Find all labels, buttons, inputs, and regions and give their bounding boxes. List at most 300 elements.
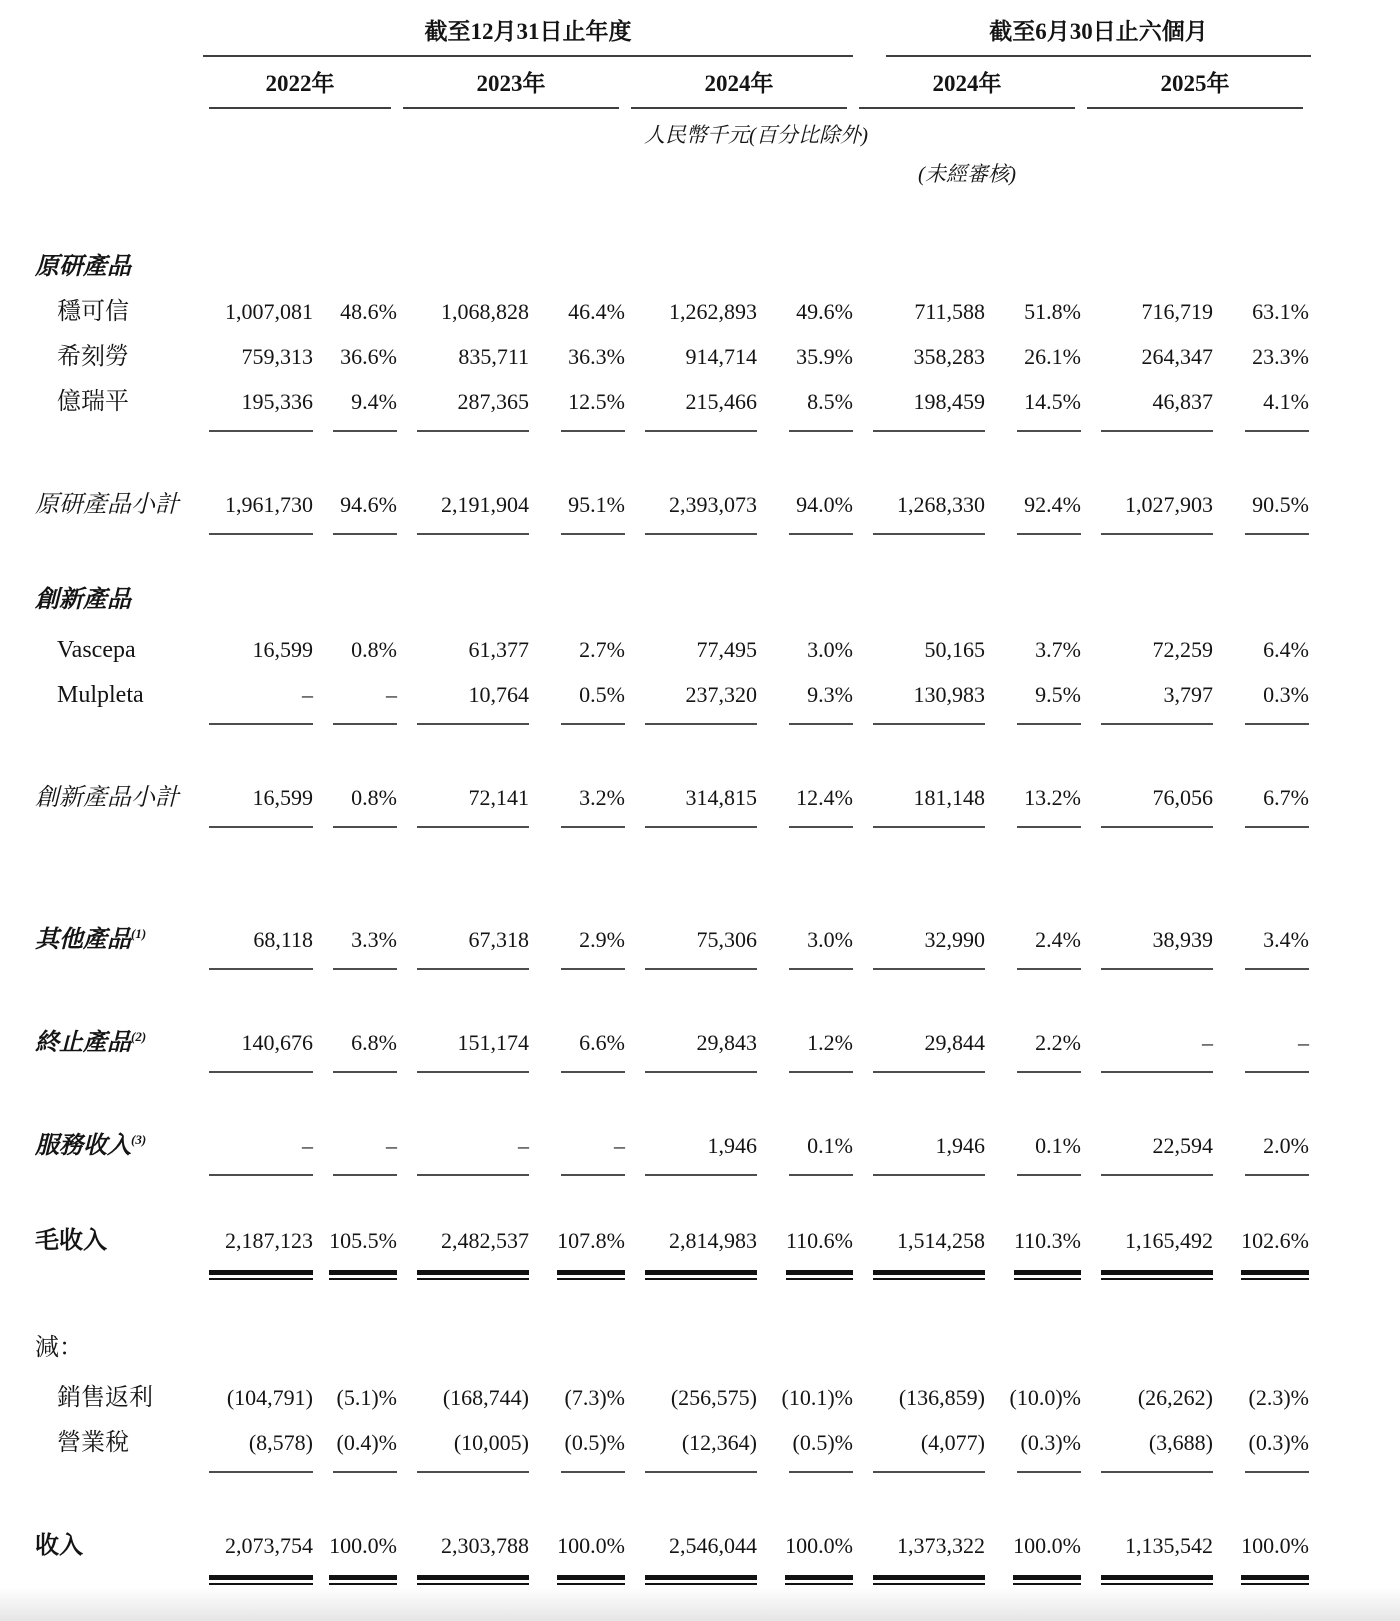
row-label <box>35 1331 203 1365</box>
percent-cell <box>313 1381 397 1415</box>
amount-cell <box>1081 488 1213 535</box>
amount-cell <box>397 385 529 432</box>
amount-cell <box>1081 633 1213 667</box>
amount-cell <box>203 1129 313 1176</box>
cell-value: 12.5% <box>561 385 625 432</box>
cell-value: 1,373,322 <box>873 1529 985 1580</box>
cell-value: 215,466 <box>645 385 757 432</box>
percent-cell <box>529 1426 625 1473</box>
amount-cell <box>625 1426 757 1473</box>
row-label-text: 創新產品小計 <box>35 785 179 811</box>
percent-cell <box>1213 923 1309 970</box>
year-header-2022: 2022年 <box>203 70 397 109</box>
percent-cell <box>313 1026 397 1073</box>
percent-cell <box>757 488 853 535</box>
percent-cell <box>313 1224 397 1275</box>
cell-value: 835,711 <box>458 344 529 369</box>
cell-value: (26,262) <box>1137 1385 1213 1410</box>
amount-cell <box>203 488 313 535</box>
amount-cell <box>853 1529 985 1580</box>
cell-value: 10,764 <box>417 678 529 725</box>
cell-value: 3.0% <box>807 637 853 662</box>
cell-value: 1,135,542 <box>1101 1529 1213 1580</box>
cell-value: 100.0% <box>785 1529 853 1580</box>
amount-cell <box>203 1426 313 1473</box>
percent-cell <box>985 340 1081 374</box>
amount-cell <box>853 488 985 535</box>
cell-value: 3.2% <box>561 781 625 828</box>
amount-cell <box>397 488 529 535</box>
amount-cell <box>625 340 757 374</box>
percent-cell <box>313 1129 397 1176</box>
cell-value: 107.8% <box>557 1224 625 1275</box>
amount-cell <box>1081 340 1213 374</box>
percent-cell <box>985 1129 1081 1176</box>
cell-value: (168,744) <box>442 1385 529 1410</box>
table-row-plain <box>35 1331 1311 1365</box>
cell-value: 1,514,258 <box>873 1224 985 1275</box>
cell-value: 6.8% <box>333 1026 397 1073</box>
percent-cell <box>1213 781 1309 828</box>
table-row-item <box>35 678 1311 725</box>
amount-cell <box>853 633 985 667</box>
revenue-breakdown-table <box>35 12 1311 1580</box>
percent-cell <box>1213 633 1309 667</box>
amount-cell <box>625 385 757 432</box>
row-label-text: 減： <box>35 1335 83 1361</box>
percent-cell <box>985 678 1081 725</box>
table-row-total <box>35 1224 1311 1275</box>
cell-value: 0.8% <box>333 781 397 828</box>
cell-value: 67,318 <box>417 923 529 970</box>
row-label <box>35 781 203 815</box>
cell-value: – <box>561 1129 625 1176</box>
amount-cell <box>397 1026 529 1073</box>
table-row-section <box>35 250 1311 284</box>
percent-cell <box>757 923 853 970</box>
percent-cell <box>757 1129 853 1176</box>
row-label-text: 創新產品 <box>35 587 131 613</box>
amount-cell <box>397 1381 529 1415</box>
cell-value: 6.7% <box>1245 781 1309 828</box>
percent-cell <box>1213 1026 1309 1073</box>
amount-cell <box>625 295 757 329</box>
row-label <box>35 488 203 522</box>
percent-cell <box>529 1129 625 1176</box>
cell-value: 2,546,044 <box>645 1529 757 1580</box>
amount-cell <box>397 295 529 329</box>
cell-value: 110.6% <box>786 1224 853 1275</box>
cell-value: (4,077) <box>873 1426 985 1473</box>
cell-value: (0.5)% <box>789 1426 853 1473</box>
cell-value: 2.7% <box>579 637 625 662</box>
amount-cell <box>397 678 529 725</box>
year-header-2023: 2023年 <box>397 70 625 109</box>
cell-value: (8,578) <box>209 1426 313 1473</box>
amount-cell <box>853 1224 985 1275</box>
percent-cell <box>1213 678 1309 725</box>
percent-cell <box>985 1529 1081 1580</box>
cell-value: 287,365 <box>417 385 529 432</box>
cell-value: 759,313 <box>241 344 313 369</box>
row-label-text: 終止產品 <box>35 1030 131 1056</box>
cell-value: 1,268,330 <box>873 488 985 535</box>
cell-value: 2,187,123 <box>209 1224 313 1275</box>
cell-value: (10.0)% <box>1009 1385 1081 1410</box>
cell-value: 1.2% <box>789 1026 853 1073</box>
table-row-section <box>35 583 1311 617</box>
percent-cell <box>757 1381 853 1415</box>
amount-cell <box>853 1381 985 1415</box>
table-row-item <box>35 295 1311 329</box>
percent-cell <box>313 781 397 828</box>
cell-value: 2.0% <box>1245 1129 1309 1176</box>
amount-cell <box>203 923 313 970</box>
amount-cell <box>1081 1381 1213 1415</box>
cell-value: (0.4)% <box>333 1426 397 1473</box>
cell-value: 51.8% <box>1024 299 1081 324</box>
cell-value: 2,073,754 <box>209 1529 313 1580</box>
row-label <box>35 1381 203 1415</box>
year-header-2024-interim: 2024年 <box>853 70 1081 109</box>
amount-cell <box>625 1529 757 1580</box>
percent-cell <box>1213 1381 1309 1415</box>
cell-value: 100.0% <box>557 1529 625 1580</box>
percent-cell <box>985 1426 1081 1473</box>
percent-cell <box>985 633 1081 667</box>
cell-value: 130,983 <box>873 678 985 725</box>
row-label-text: 收入 <box>35 1533 83 1559</box>
percent-cell <box>985 923 1081 970</box>
cell-value: 2.2% <box>1017 1026 1081 1073</box>
percent-cell <box>313 295 397 329</box>
cell-value: 6.4% <box>1263 637 1309 662</box>
percent-cell <box>529 923 625 970</box>
amount-cell <box>625 1026 757 1073</box>
amount-cell <box>203 340 313 374</box>
percent-cell <box>1213 1129 1309 1176</box>
percent-cell <box>985 295 1081 329</box>
row-label <box>35 295 203 329</box>
cell-value: 90.5% <box>1245 488 1309 535</box>
unaudited-note: (未經審核) <box>918 162 1016 186</box>
cell-value: 2.9% <box>561 923 625 970</box>
cell-value: (7.3)% <box>564 1385 625 1410</box>
amount-cell <box>853 1129 985 1176</box>
year-header-row <box>35 70 1311 109</box>
amount-cell <box>397 1224 529 1275</box>
cell-value: 75,306 <box>645 923 757 970</box>
percent-cell <box>985 385 1081 432</box>
amount-cell <box>203 1224 313 1275</box>
cell-value: 3.7% <box>1035 637 1081 662</box>
cell-value: 50,165 <box>924 637 985 662</box>
amount-cell <box>625 633 757 667</box>
amount-cell <box>853 781 985 828</box>
cell-value: 2,814,983 <box>645 1224 757 1275</box>
percent-cell <box>757 1529 853 1580</box>
amount-cell <box>853 1026 985 1073</box>
percent-cell <box>313 340 397 374</box>
cell-value: 140,676 <box>209 1026 313 1073</box>
percent-cell <box>313 633 397 667</box>
amount-cell <box>1081 1026 1213 1073</box>
percent-cell <box>1213 488 1309 535</box>
amount-cell <box>203 385 313 432</box>
cell-value: 1,946 <box>645 1129 757 1176</box>
table-row-section <box>35 1129 1311 1176</box>
cell-value: 151,174 <box>417 1026 529 1073</box>
year-header-2024: 2024年 <box>625 70 853 109</box>
amount-cell <box>625 1224 757 1275</box>
amount-cell <box>1081 1129 1213 1176</box>
cell-value: (104,791) <box>226 1385 313 1410</box>
cell-value: 1,165,492 <box>1101 1224 1213 1275</box>
cell-value: (0.3)% <box>1017 1426 1081 1473</box>
cell-value: 63.1% <box>1252 299 1309 324</box>
cell-value: 3.3% <box>333 923 397 970</box>
amount-cell <box>397 633 529 667</box>
cell-value: 77,495 <box>696 637 757 662</box>
cell-value: 2,393,073 <box>645 488 757 535</box>
amount-cell <box>625 488 757 535</box>
amount-cell <box>853 923 985 970</box>
cell-value: 72,259 <box>1152 637 1213 662</box>
amount-cell <box>1081 678 1213 725</box>
row-label-text: 營業稅 <box>57 1430 129 1456</box>
percent-cell <box>1213 295 1309 329</box>
footnote-ref: (3) <box>131 1132 147 1147</box>
row-label <box>35 385 203 419</box>
table-row-item <box>35 340 1311 374</box>
table-row-item <box>35 1426 1311 1473</box>
row-label-text: 穩可信 <box>57 299 129 325</box>
row-label <box>35 250 203 284</box>
year-header-2025-interim: 2025年 <box>1081 70 1309 109</box>
cell-value: (0.3)% <box>1245 1426 1309 1473</box>
percent-cell <box>1213 1224 1309 1275</box>
row-label-text: 服務收入 <box>35 1133 131 1159</box>
cell-value: (10.1)% <box>781 1385 853 1410</box>
cell-value: 32,990 <box>873 923 985 970</box>
amount-cell <box>397 1529 529 1580</box>
period-group-interim: 截至6月30日止六個月 <box>886 12 1311 57</box>
row-label-text: 希刻勞 <box>57 344 129 370</box>
row-label-text: 其他產品 <box>35 927 131 953</box>
cell-value: 314,815 <box>645 781 757 828</box>
amount-cell <box>625 1381 757 1415</box>
table-row-section <box>35 923 1311 970</box>
cell-value: – <box>1245 1026 1309 1073</box>
cell-value: 2,482,537 <box>417 1224 529 1275</box>
label-column-spacer <box>35 70 203 109</box>
cell-value: 716,719 <box>1141 299 1213 324</box>
cell-value: 102.6% <box>1241 1224 1309 1275</box>
table-row-item <box>35 1381 1311 1415</box>
percent-cell <box>313 385 397 432</box>
cell-value: – <box>333 1129 397 1176</box>
row-label <box>35 340 203 374</box>
percent-cell <box>313 923 397 970</box>
amount-cell <box>203 633 313 667</box>
percent-cell <box>757 1426 853 1473</box>
amount-cell <box>853 1426 985 1473</box>
table-row-section <box>35 1026 1311 1073</box>
table-row-item <box>35 385 1311 432</box>
cell-value: 3.4% <box>1245 923 1309 970</box>
cell-value: 100.0% <box>1013 1529 1081 1580</box>
amount-cell <box>853 385 985 432</box>
cell-value: 16,599 <box>252 637 313 662</box>
row-label-text: 億瑞平 <box>57 389 129 415</box>
percent-cell <box>529 385 625 432</box>
amount-cell <box>203 1529 313 1580</box>
amount-cell <box>1081 1529 1213 1580</box>
cell-value: 68,118 <box>209 923 313 970</box>
row-label <box>35 1426 203 1460</box>
percent-cell <box>1213 1426 1309 1473</box>
percent-cell <box>529 1224 625 1275</box>
revenue-table-body <box>35 250 1311 1580</box>
table-row-subtotal <box>35 781 1311 828</box>
cell-value: 198,459 <box>873 385 985 432</box>
cell-value: 100.0% <box>329 1529 397 1580</box>
cell-value: 29,843 <box>645 1026 757 1073</box>
amount-cell <box>203 1381 313 1415</box>
cell-value: (136,859) <box>898 1385 985 1410</box>
cell-value: 22,594 <box>1101 1129 1213 1176</box>
cell-value: 358,283 <box>913 344 985 369</box>
cell-value: 14.5% <box>1017 385 1081 432</box>
period-group-header-row <box>35 12 1311 57</box>
cell-value: 2,303,788 <box>417 1529 529 1580</box>
cell-value: 1,027,903 <box>1101 488 1213 535</box>
table-row-subtotal <box>35 488 1311 535</box>
row-label-text: 銷售返利 <box>57 1385 153 1411</box>
percent-cell <box>313 1426 397 1473</box>
cell-value: (0.5)% <box>561 1426 625 1473</box>
cell-value: 12.4% <box>789 781 853 828</box>
cell-value: 61,377 <box>468 637 529 662</box>
row-label <box>35 1529 203 1563</box>
percent-cell <box>529 1381 625 1415</box>
amount-cell <box>853 340 985 374</box>
cell-value: 914,714 <box>685 344 757 369</box>
percent-cell <box>985 1224 1081 1275</box>
row-label-text: 原研產品 <box>35 254 131 280</box>
amount-cell <box>203 678 313 725</box>
amount-cell <box>853 295 985 329</box>
currency-unit-note: 人民幣千元(百分比除外) <box>644 123 868 147</box>
amount-cell <box>625 1129 757 1176</box>
cell-value: 35.9% <box>796 344 853 369</box>
percent-cell <box>529 488 625 535</box>
amount-cell <box>397 340 529 374</box>
amount-cell <box>853 678 985 725</box>
row-label <box>35 583 203 617</box>
cell-value: 1,007,081 <box>225 299 313 324</box>
percent-cell <box>529 295 625 329</box>
cell-value: (5.1)% <box>336 1385 397 1410</box>
cell-value: – <box>209 678 313 725</box>
cell-value: 46.4% <box>568 299 625 324</box>
cell-value: 9.3% <box>789 678 853 725</box>
amount-cell <box>203 295 313 329</box>
cell-value: 72,141 <box>417 781 529 828</box>
row-label <box>35 1224 203 1258</box>
cell-value: 46,837 <box>1101 385 1213 432</box>
row-label-text: 原研產品小計 <box>35 492 179 518</box>
amount-cell <box>397 781 529 828</box>
row-label <box>35 1026 203 1060</box>
cell-value: 26.1% <box>1024 344 1081 369</box>
amount-cell <box>1081 295 1213 329</box>
cell-value: 1,262,893 <box>669 299 757 324</box>
cell-value: 48.6% <box>340 299 397 324</box>
cell-value: 95.1% <box>561 488 625 535</box>
percent-cell <box>313 488 397 535</box>
percent-cell <box>1213 1529 1309 1580</box>
cell-value: 0.3% <box>1245 678 1309 725</box>
cell-value: 1,946 <box>873 1129 985 1176</box>
percent-cell <box>757 340 853 374</box>
cell-value: 100.0% <box>1241 1529 1309 1580</box>
cell-value: 2,191,904 <box>417 488 529 535</box>
cell-value: 711,588 <box>914 299 985 324</box>
amount-cell <box>625 923 757 970</box>
amount-cell <box>203 781 313 828</box>
cell-value: 110.3% <box>1014 1224 1081 1275</box>
cell-value: 0.5% <box>561 678 625 725</box>
amount-cell <box>1081 923 1213 970</box>
percent-cell <box>313 1529 397 1580</box>
cell-value: 36.6% <box>340 344 397 369</box>
cell-value: (256,575) <box>670 1385 757 1410</box>
cell-value: 4.1% <box>1245 385 1309 432</box>
cell-value: 9.5% <box>1017 678 1081 725</box>
row-label <box>35 923 203 957</box>
percent-cell <box>757 1026 853 1073</box>
cell-value: 8.5% <box>789 385 853 432</box>
cell-value: 76,056 <box>1101 781 1213 828</box>
cell-value: 49.6% <box>796 299 853 324</box>
percent-cell <box>757 633 853 667</box>
cell-value: 195,336 <box>209 385 313 432</box>
amount-cell <box>625 678 757 725</box>
amount-cell <box>397 923 529 970</box>
cell-value: – <box>333 678 397 725</box>
amount-cell <box>1081 1224 1213 1275</box>
row-label <box>35 678 203 712</box>
cell-value: (12,364) <box>645 1426 757 1473</box>
cell-value: 0.8% <box>351 637 397 662</box>
percent-cell <box>529 633 625 667</box>
percent-cell <box>1213 340 1309 374</box>
cell-value: 0.1% <box>789 1129 853 1176</box>
percent-cell <box>757 678 853 725</box>
cell-value: (3,688) <box>1101 1426 1213 1473</box>
percent-cell <box>757 385 853 432</box>
cell-value: 29,844 <box>873 1026 985 1073</box>
percent-cell <box>313 678 397 725</box>
cell-value: 23.3% <box>1252 344 1309 369</box>
amount-cell <box>203 1026 313 1073</box>
cell-value: 2.4% <box>1017 923 1081 970</box>
amount-cell <box>1081 781 1213 828</box>
amount-cell <box>1081 1426 1213 1473</box>
table-row-total <box>35 1529 1311 1580</box>
percent-cell <box>757 295 853 329</box>
